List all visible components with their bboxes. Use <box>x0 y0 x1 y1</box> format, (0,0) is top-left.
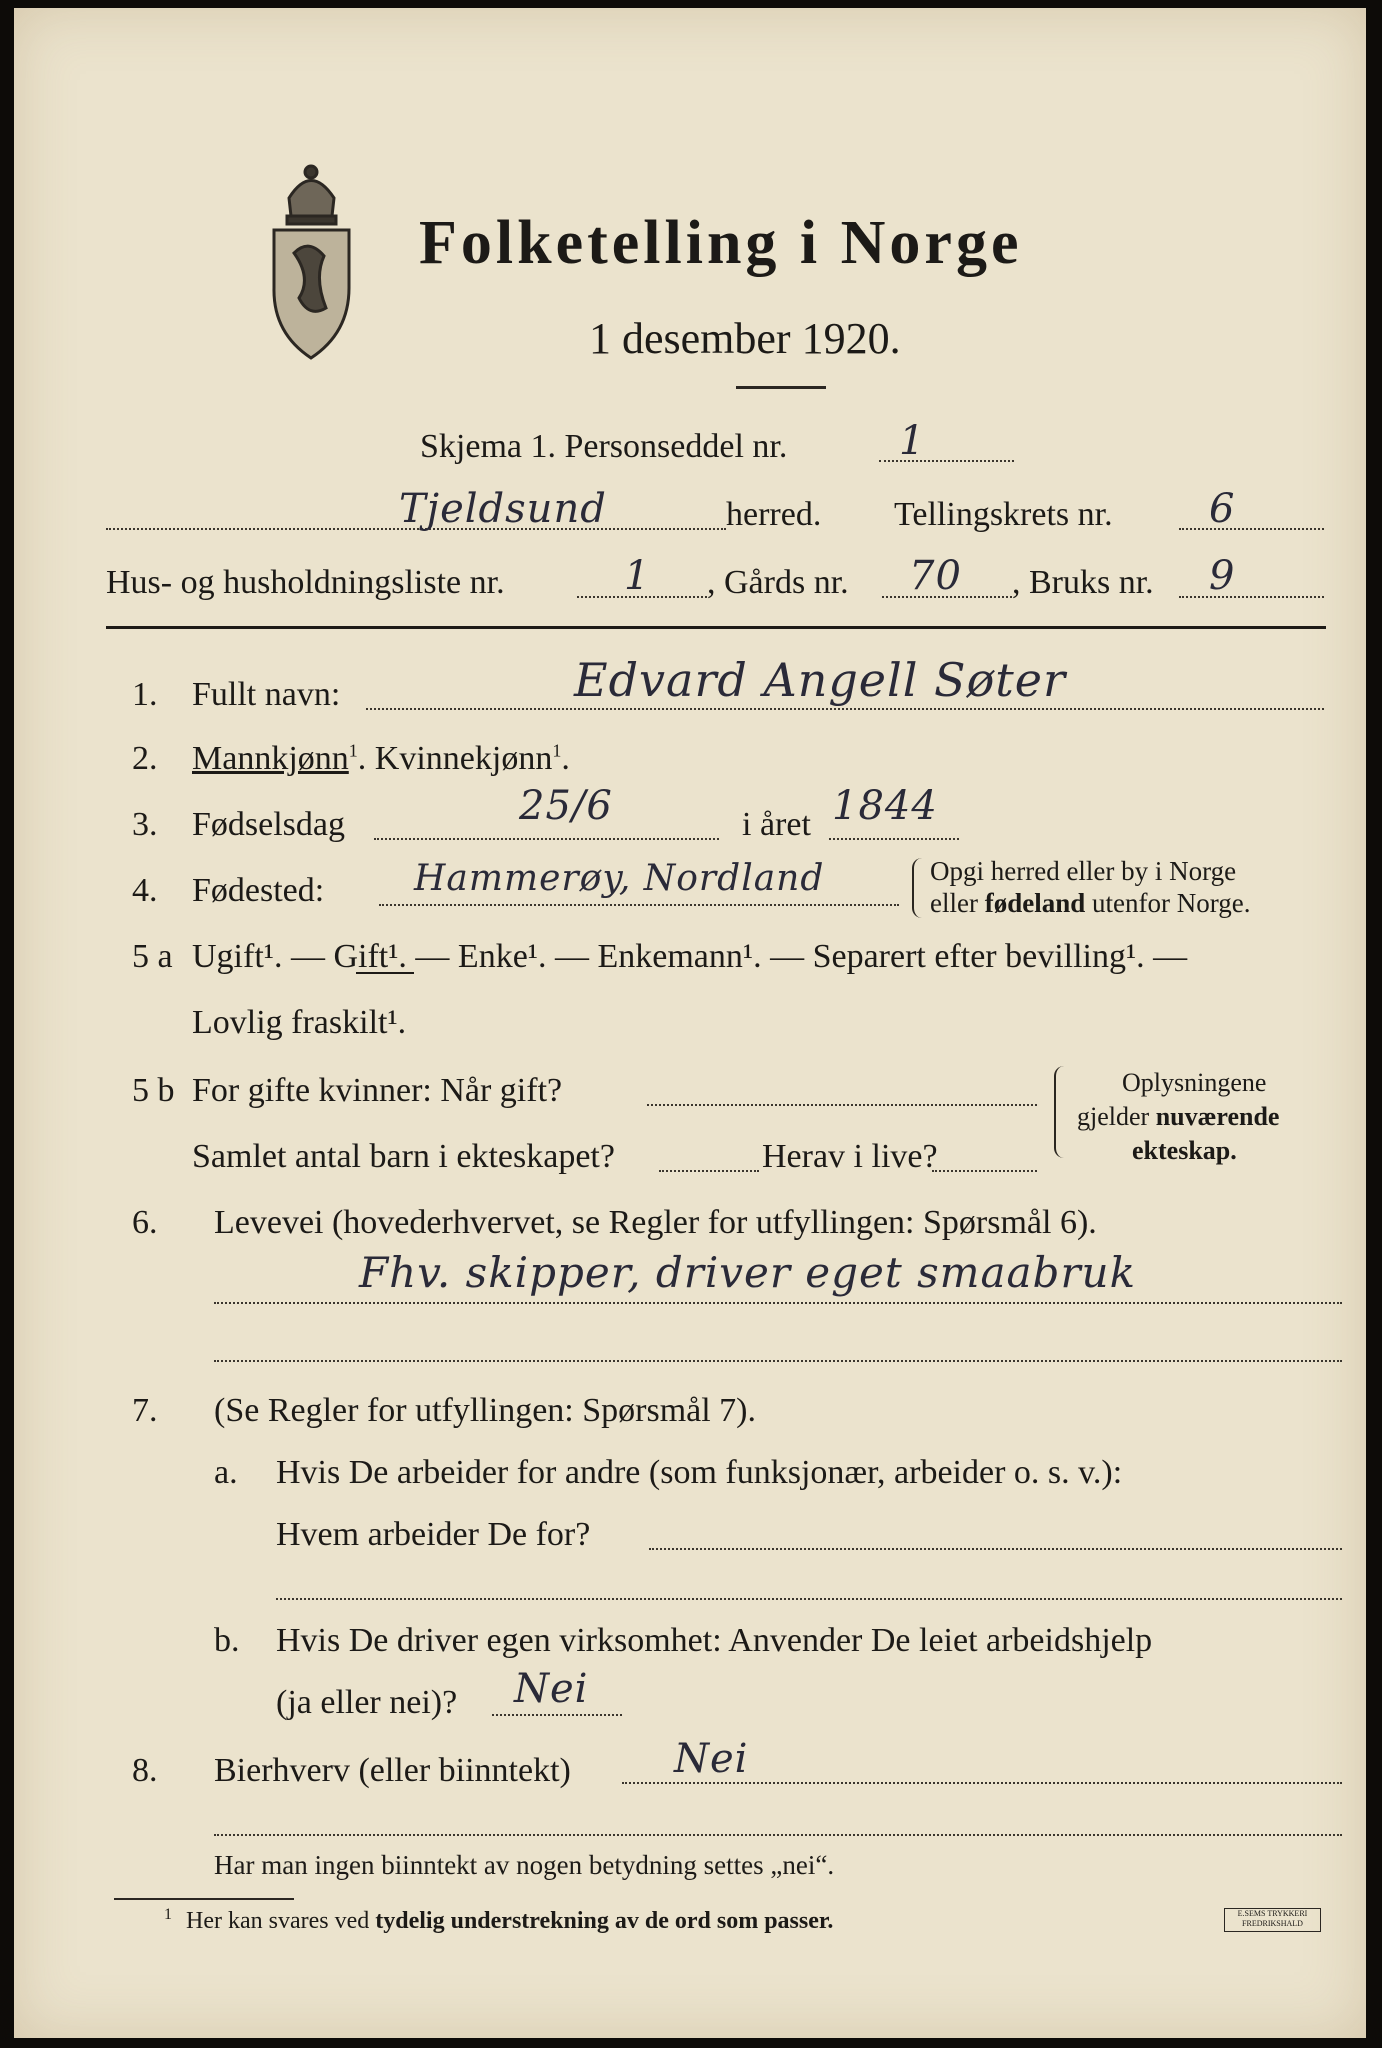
q7-label: (Se Regler for utfyllingen: Spørsmål 7). <box>214 1392 757 1429</box>
census-form-page <box>14 8 1366 2038</box>
q6-number: 6. <box>132 1204 158 1241</box>
q1-label: Fullt navn: <box>192 676 341 713</box>
year-label: i året <box>742 806 811 843</box>
gards-label: , Gårds nr. <box>707 564 849 601</box>
full-name-value: Edvard Angell Søter <box>574 653 1066 707</box>
husliste-nr-value: 1 <box>624 553 651 599</box>
marriage-note-3: ekteskap. <box>1132 1136 1237 1165</box>
q8-label: Bierhverv (eller biinntekt) <box>214 1752 571 1789</box>
tellingskrets-label: Tellingskrets nr. <box>894 496 1113 533</box>
tellingskrets-nr-value: 6 <box>1209 486 1236 532</box>
marital-status-options-2: Lovlig fraskilt¹. <box>192 1004 407 1041</box>
bruks-label: , Bruks nr. <box>1012 564 1154 601</box>
marriage-note-2: gjelder nuværende <box>1077 1102 1280 1131</box>
herred-value: Tjeldsund <box>399 486 607 532</box>
personseddel-nr-value: 1 <box>899 418 926 464</box>
q3-label: Fødselsdag <box>192 806 345 843</box>
form-title: Folketelling i Norge <box>419 209 1023 277</box>
birthplace-note-2: eller fødeland utenfor Norge. <box>930 888 1251 918</box>
children-alive-label: Herav i live? <box>762 1138 938 1175</box>
marital-status-options: Ugift¹. — Gift¹. — Enke¹. — Enkemann¹. — Separert efter bevilling¹. — <box>192 938 1188 975</box>
side-income-value: Nei <box>674 1736 749 1782</box>
footnote-rule <box>114 1898 294 1900</box>
nei-instruction: Har man ingen biinntekt av nogen betydning settes „nei“. <box>214 1850 835 1880</box>
bruks-nr-value: 9 <box>1209 553 1236 599</box>
personseddel-label: Skjema 1. Personseddel nr. <box>420 428 788 465</box>
q5a-number: 5 a <box>132 938 173 975</box>
gards-nr-value: 70 <box>909 553 962 599</box>
birth-year-value: 1844 <box>832 783 938 829</box>
herred-label: herred. <box>726 496 822 533</box>
q5b-number: 5 b <box>132 1072 175 1109</box>
when-married-label: For gifte kvinner: Når gift? <box>192 1072 563 1109</box>
title-rule <box>736 386 826 389</box>
gift-underline <box>356 972 414 974</box>
q4-number: 4. <box>132 872 158 909</box>
marriage-note-1: Oplysningene <box>1122 1068 1267 1097</box>
q7b-number: b. <box>214 1622 240 1659</box>
q7a-employer-label: Hvem arbeider De for? <box>276 1516 591 1553</box>
census-date: 1 desember 1920. <box>589 314 901 363</box>
children-count-label: Samlet antal barn i ekteskapet? <box>192 1138 615 1175</box>
coat-of-arms-emblem <box>254 158 369 363</box>
hired-help-value: Nei <box>514 1666 589 1712</box>
q7a-number: a. <box>214 1454 238 1491</box>
q4-label: Fødested: <box>192 872 325 909</box>
q2-mann: Mannkjønn$^1$. Kvinnekjønn$^1$. <box>192 740 570 777</box>
q7a-question: Hvis De arbeider for andre (som funksjonær, arbeider o. s. v.): <box>276 1454 1123 1491</box>
birth-day-value: 25/6 <box>519 783 613 829</box>
printer-stamp: E.SEMS TRYKKERI FREDRIKSHALD <box>1224 1908 1321 1932</box>
mannkjonn-option: Mannkjønn <box>192 740 349 777</box>
footnote: $^1$ Her kan svares ved tydelig understrekning av de ord som passer. <box>164 1906 834 1934</box>
header-divider <box>106 626 1326 629</box>
q7b-question: Hvis De driver egen virksomhet: Anvender De leiet arbeidshjelp <box>276 1622 1153 1659</box>
q3-number: 3. <box>132 806 158 843</box>
birthplace-note-1: Opgi herred eller by i Norge <box>930 856 1237 886</box>
q2-number: 2. <box>132 740 158 777</box>
husliste-label: Hus- og husholdningsliste nr. <box>106 564 505 601</box>
q6-label: Levevei (hovederhvervet, se Regler for utfyllingen: Spørsmål 6). <box>214 1204 1097 1241</box>
kvinnekjonn-option: Kvinnekjønn <box>374 740 553 777</box>
q7b-yes-no-label: (ja eller nei)? <box>276 1684 458 1721</box>
q8-number: 8. <box>132 1752 158 1789</box>
q7-number: 7. <box>132 1392 158 1429</box>
birthplace-value: Hammerøy, Nordland <box>414 858 825 899</box>
q1-number: 1. <box>132 676 158 713</box>
occupation-value: Fhv. skipper, driver eget smaabruk <box>359 1248 1137 1297</box>
